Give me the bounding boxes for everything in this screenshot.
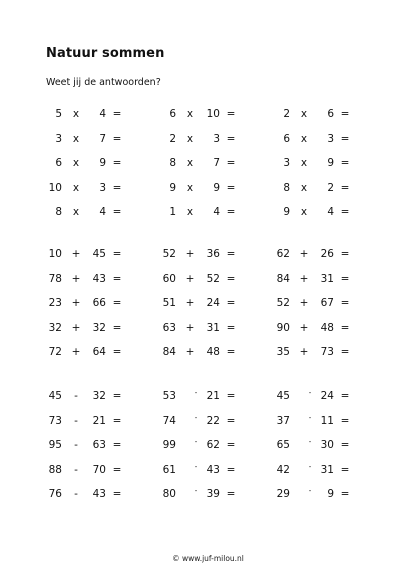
second-operand: 63: [92, 439, 106, 451]
equals-sign: =: [112, 108, 122, 120]
equals-sign: =: [226, 206, 236, 218]
operator-sign: -: [194, 413, 198, 422]
exercise-row: [0, 486, 416, 502]
operator-sign: +: [71, 346, 81, 358]
first-operand: 52: [276, 297, 290, 309]
equals-sign: =: [340, 272, 350, 285]
second-operand: 32: [92, 390, 106, 402]
exercise-row: [0, 413, 416, 429]
equals-sign: =: [226, 181, 236, 194]
equals-sign: =: [112, 488, 122, 500]
operator-sign: +: [185, 272, 195, 285]
first-operand: 74: [162, 414, 176, 427]
first-operand: 51: [162, 297, 176, 309]
equals-sign: =: [340, 439, 350, 451]
equals-sign: =: [340, 181, 350, 194]
first-operand: 8: [55, 206, 62, 218]
second-operand: 24: [206, 297, 220, 309]
second-operand: 9: [327, 488, 334, 500]
second-operand: 7: [213, 157, 220, 169]
operator-sign: -: [194, 462, 198, 471]
first-operand: 84: [162, 346, 176, 358]
first-operand: 45: [48, 390, 62, 402]
operator-sign: x: [300, 157, 308, 169]
second-operand: 11: [320, 414, 334, 427]
footer-credit: © www.juf-milou.nl: [172, 554, 244, 563]
equals-sign: =: [226, 414, 236, 427]
first-operand: 84: [276, 272, 290, 285]
operator-sign: x: [72, 108, 80, 120]
operator-sign: x: [186, 132, 194, 145]
second-operand: 31: [320, 272, 334, 285]
second-operand: 24: [320, 390, 334, 402]
second-operand: 4: [99, 108, 106, 120]
equals-sign: =: [226, 488, 236, 500]
equals-sign: =: [340, 108, 350, 120]
equals-sign: =: [340, 390, 350, 402]
second-operand: 21: [92, 414, 106, 427]
exercise-row: [0, 271, 416, 287]
equals-sign: =: [226, 463, 236, 476]
second-operand: 7: [99, 132, 106, 145]
operator-sign: x: [300, 206, 308, 218]
first-operand: 37: [276, 414, 290, 427]
operator-sign: -: [308, 462, 312, 471]
exercise-row: [0, 344, 416, 360]
exercise-row: [0, 388, 416, 404]
second-operand: 3: [327, 132, 334, 145]
first-operand: 9: [169, 181, 176, 194]
equals-sign: =: [340, 157, 350, 169]
equals-sign: =: [226, 346, 236, 358]
second-operand: 2: [327, 181, 334, 194]
first-operand: 42: [276, 463, 290, 476]
second-operand: 48: [206, 346, 220, 358]
operator-sign: -: [74, 488, 78, 500]
equals-sign: =: [112, 390, 122, 402]
second-operand: 70: [92, 463, 106, 476]
equals-sign: =: [340, 321, 350, 334]
operator-sign: -: [308, 413, 312, 422]
exercise-row: [0, 106, 416, 122]
operator-sign: x: [300, 108, 308, 120]
equals-sign: =: [340, 297, 350, 309]
first-operand: 35: [276, 346, 290, 358]
equals-sign: =: [340, 414, 350, 427]
first-operand: 72: [48, 346, 62, 358]
second-operand: 43: [92, 272, 106, 285]
page-subtitle: Weet jij de antwoorden?: [46, 77, 161, 88]
second-operand: 9: [327, 157, 334, 169]
equals-sign: =: [226, 272, 236, 285]
second-operand: 45: [92, 248, 106, 260]
first-operand: 3: [55, 132, 62, 145]
first-operand: 9: [283, 206, 290, 218]
operator-sign: -: [74, 414, 78, 427]
second-operand: 67: [320, 297, 334, 309]
operator-sign: +: [299, 248, 309, 260]
second-operand: 39: [206, 488, 220, 500]
second-operand: 32: [92, 321, 106, 334]
second-operand: 9: [213, 181, 220, 194]
operator-sign: +: [299, 321, 309, 334]
operator-sign: +: [71, 248, 81, 260]
second-operand: 4: [99, 206, 106, 218]
first-operand: 6: [283, 132, 290, 145]
operator-sign: -: [194, 438, 198, 446]
second-operand: 30: [320, 439, 334, 451]
operator-sign: x: [186, 206, 194, 218]
second-operand: 62: [206, 439, 220, 451]
second-operand: 36: [206, 248, 220, 260]
second-operand: 6: [327, 108, 334, 120]
first-operand: 78: [48, 272, 62, 285]
operator-sign: +: [185, 321, 195, 334]
first-operand: 5: [55, 108, 62, 120]
equals-sign: =: [112, 272, 122, 285]
second-operand: 3: [213, 132, 220, 145]
first-operand: 61: [162, 463, 176, 476]
first-operand: 65: [276, 439, 290, 451]
first-operand: 2: [169, 132, 176, 145]
first-operand: 8: [283, 181, 290, 194]
exercise-row: [0, 462, 416, 478]
equals-sign: =: [112, 132, 122, 145]
operator-sign: x: [72, 157, 80, 169]
first-operand: 1: [169, 206, 176, 218]
second-operand: 3: [99, 181, 106, 194]
first-operand: 99: [162, 439, 176, 451]
operator-sign: x: [300, 132, 308, 145]
first-operand: 45: [276, 390, 290, 402]
equals-sign: =: [226, 297, 236, 309]
first-operand: 6: [169, 108, 176, 120]
second-operand: 26: [320, 248, 334, 260]
operator-sign: x: [300, 181, 308, 194]
exercise-row: [0, 320, 416, 336]
exercise-row: [0, 437, 416, 453]
first-operand: 88: [48, 463, 62, 476]
first-operand: 3: [283, 157, 290, 169]
equals-sign: =: [112, 414, 122, 427]
equals-sign: =: [112, 248, 122, 260]
equals-sign: =: [112, 346, 122, 358]
equals-sign: =: [112, 297, 122, 309]
operator-sign: -: [308, 487, 312, 495]
operator-sign: +: [71, 297, 81, 309]
operator-sign: -: [74, 390, 78, 402]
first-operand: 90: [276, 321, 290, 334]
first-operand: 80: [162, 488, 176, 500]
first-operand: 76: [48, 488, 62, 500]
second-operand: 43: [206, 463, 220, 476]
operator-sign: -: [74, 463, 78, 476]
second-operand: 52: [206, 272, 220, 285]
first-operand: 10: [48, 248, 62, 260]
exercise-row: [0, 246, 416, 262]
first-operand: 29: [276, 488, 290, 500]
second-operand: 10: [206, 108, 220, 120]
operator-sign: x: [72, 206, 80, 218]
equals-sign: =: [112, 181, 122, 194]
first-operand: 95: [48, 439, 62, 451]
equals-sign: =: [340, 488, 350, 500]
equals-sign: =: [226, 132, 236, 145]
exercise-row: [0, 180, 416, 196]
first-operand: 2: [283, 108, 290, 120]
second-operand: 21: [206, 390, 220, 402]
operator-sign: +: [299, 297, 309, 309]
first-operand: 63: [162, 321, 176, 334]
operator-sign: +: [299, 346, 309, 358]
equals-sign: =: [112, 463, 122, 476]
page-title: Natuur sommen: [46, 46, 165, 61]
equals-sign: =: [226, 321, 236, 334]
equals-sign: =: [340, 248, 350, 260]
second-operand: 4: [213, 206, 220, 218]
second-operand: 22: [206, 414, 220, 427]
first-operand: 62: [276, 248, 290, 260]
operator-sign: +: [185, 297, 195, 309]
second-operand: 73: [320, 346, 334, 358]
equals-sign: =: [226, 439, 236, 451]
second-operand: 9: [99, 157, 106, 169]
second-operand: 31: [320, 463, 334, 476]
exercise-row: [0, 131, 416, 147]
operator-sign: -: [74, 439, 78, 451]
operator-sign: x: [72, 181, 80, 194]
second-operand: 31: [206, 321, 220, 334]
equals-sign: =: [340, 463, 350, 476]
operator-sign: +: [185, 248, 195, 260]
second-operand: 43: [92, 488, 106, 500]
second-operand: 66: [92, 297, 106, 309]
first-operand: 52: [162, 248, 176, 260]
operator-sign: +: [71, 272, 81, 285]
first-operand: 6: [55, 157, 62, 169]
equals-sign: =: [340, 206, 350, 218]
operator-sign: -: [194, 389, 198, 397]
first-operand: 10: [48, 181, 62, 194]
equals-sign: =: [112, 321, 122, 334]
operator-sign: x: [186, 181, 194, 194]
second-operand: 64: [92, 346, 106, 358]
first-operand: 73: [48, 414, 62, 427]
operator-sign: -: [308, 438, 312, 446]
operator-sign: -: [308, 389, 312, 397]
equals-sign: =: [226, 108, 236, 120]
equals-sign: =: [226, 157, 236, 169]
operator-sign: -: [194, 487, 198, 495]
equals-sign: =: [226, 248, 236, 260]
second-operand: 48: [320, 321, 334, 334]
operator-sign: x: [72, 132, 80, 145]
exercise-row: [0, 295, 416, 311]
equals-sign: =: [112, 206, 122, 218]
operator-sign: +: [185, 346, 195, 358]
equals-sign: =: [340, 132, 350, 145]
first-operand: 32: [48, 321, 62, 334]
equals-sign: =: [112, 439, 122, 451]
equals-sign: =: [340, 346, 350, 358]
operator-sign: x: [186, 157, 194, 169]
operator-sign: +: [71, 321, 81, 334]
exercise-row: [0, 204, 416, 220]
first-operand: 60: [162, 272, 176, 285]
operator-sign: +: [299, 272, 309, 285]
operator-sign: x: [186, 108, 194, 120]
first-operand: 23: [48, 297, 62, 309]
equals-sign: =: [112, 157, 122, 169]
first-operand: 8: [169, 157, 176, 169]
equals-sign: =: [226, 390, 236, 402]
second-operand: 4: [327, 206, 334, 218]
first-operand: 53: [162, 390, 176, 402]
exercise-row: [0, 155, 416, 171]
